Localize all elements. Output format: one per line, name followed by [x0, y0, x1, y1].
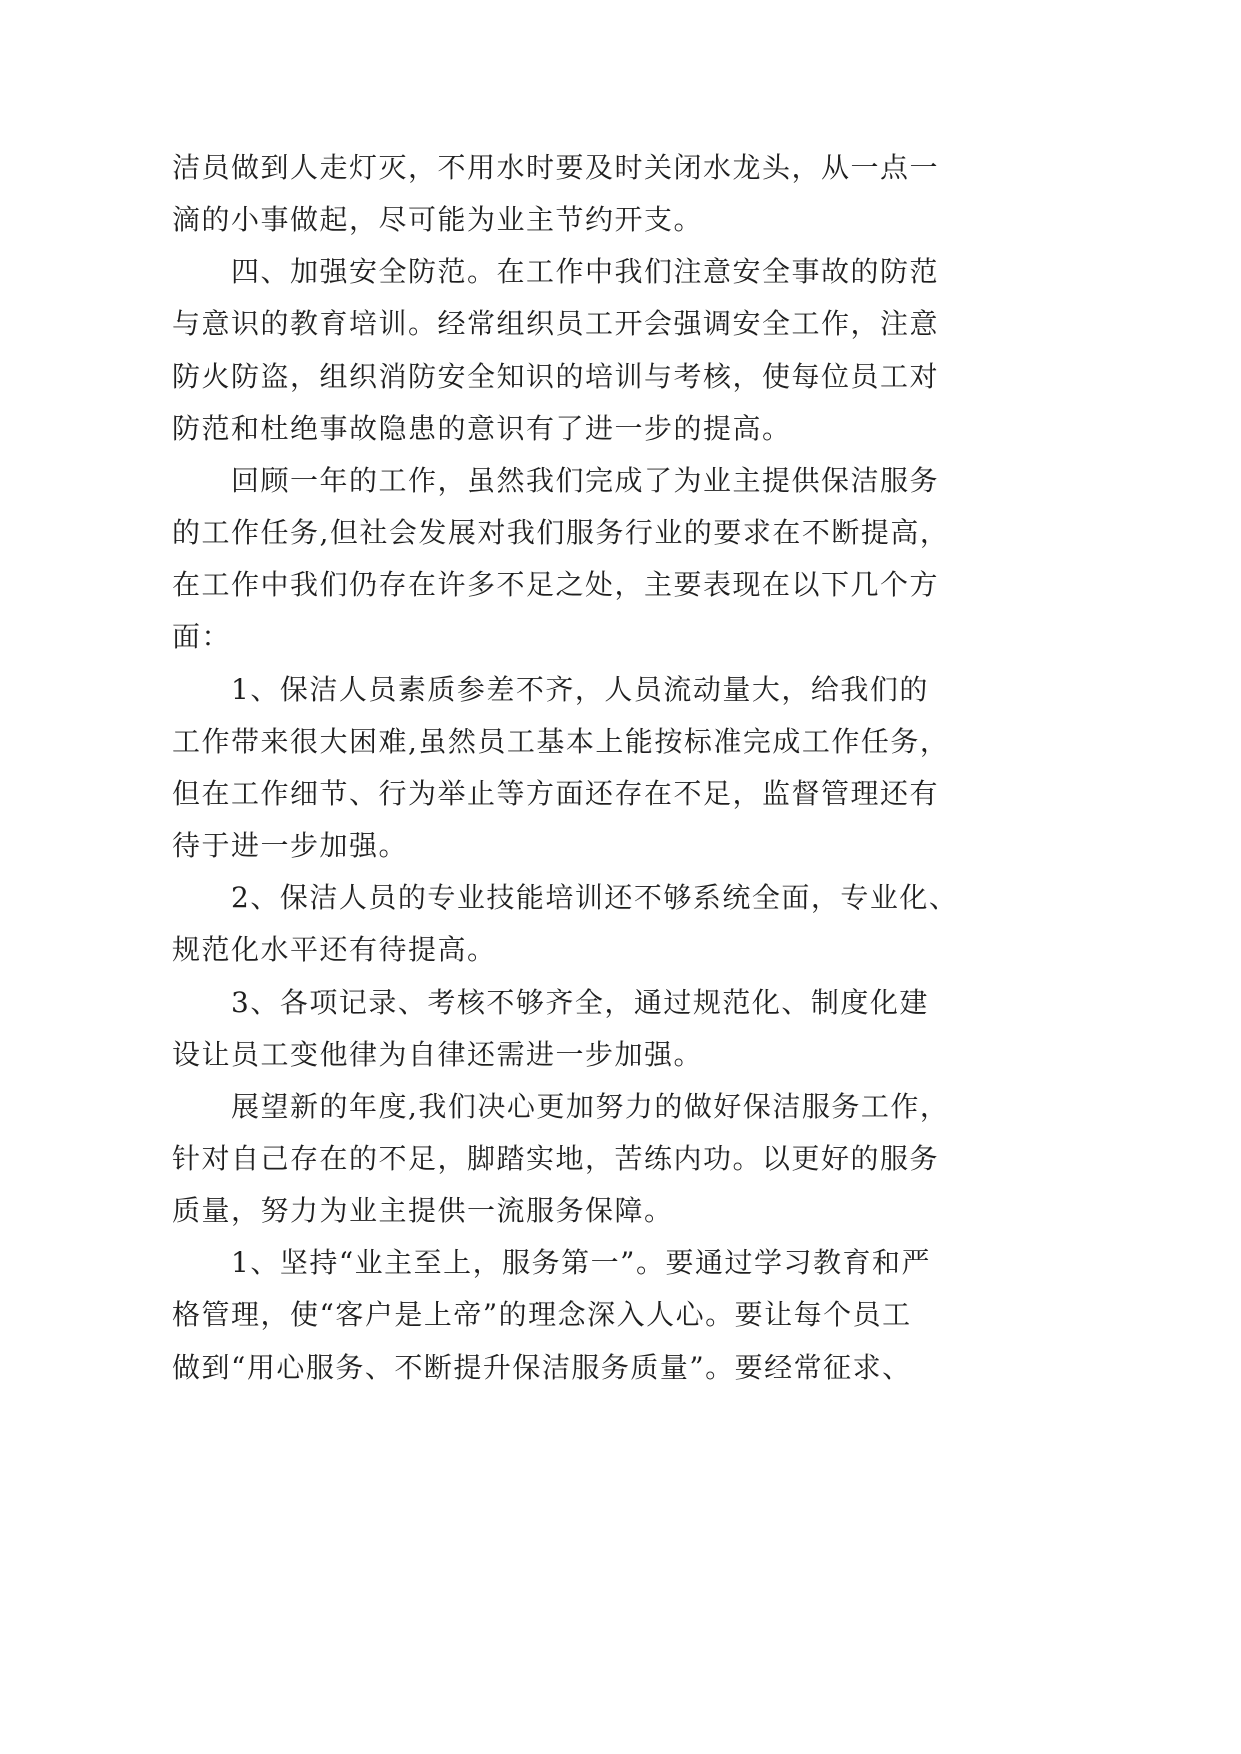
text-line: 四、加强安全防范。在工作中我们注意安全事故的防范	[231, 255, 940, 289]
text-line: 格管理，使“客户是上帝”的理念深入人心。要让每个员工	[172, 1298, 912, 1332]
paragraph-issue-1	[172, 664, 992, 873]
text-line: 做到“用心服务、不断提升保洁服务质量”。要经常征求、	[172, 1350, 912, 1384]
paragraph-safety	[172, 246, 992, 455]
text-line: 面：	[172, 620, 232, 654]
text-line: 但在工作细节、行为举止等方面还存在不足，监督管理还有	[172, 776, 940, 810]
text-line: 2、保洁人员的专业技能培训还不够系统全面，专业化、	[231, 881, 959, 915]
text-line: 防范和杜绝事故隐患的意识有了进一步的提高。	[172, 411, 792, 445]
text-line: 滴的小事做起，尽可能为业主节约开支。	[172, 203, 704, 237]
text-line: 规范化水平还有待提高。	[172, 933, 497, 967]
text-line: 回顾一年的工作，虽然我们完成了为业主提供保洁服务	[231, 463, 940, 497]
text-line: 设让员工变他律为自律还需进一步加强。	[172, 1037, 704, 1071]
text-line: 与意识的教育培训。经常组织员工开会强调安全工作，注意	[172, 307, 940, 341]
paragraph-issue-2	[172, 872, 992, 976]
text-line: 工作带来很大困难,虽然员工基本上能按标准完成工作任务，	[172, 724, 950, 758]
paragraph-review	[172, 455, 992, 664]
paragraph-issue-3	[172, 977, 992, 1081]
text-line: 展望新的年度,我们决心更加努力的做好保洁服务工作，	[231, 1089, 950, 1123]
paragraph-continuation	[172, 142, 992, 246]
text-line: 1、保洁人员素质参差不齐，人员流动量大，给我们的	[231, 672, 929, 706]
text-line: 的工作任务,但社会发展对我们服务行业的要求在不断提高，	[172, 516, 950, 550]
text-line: 1、坚持“业主至上，服务第一”。要通过学习教育和严	[231, 1246, 931, 1280]
text-line: 3、各项记录、考核不够齐全，通过规范化、制度化建	[231, 985, 929, 1019]
text-line: 质量，努力为业主提供一流服务保障。	[172, 1194, 674, 1228]
text-line: 待于进一步加强。	[172, 829, 409, 863]
text-line: 防火防盗，组织消防安全知识的培训与考核，使每位员工对	[172, 359, 940, 393]
text-line: 在工作中我们仍存在许多不足之处，主要表现在以下几个方	[172, 568, 940, 602]
text-line: 针对自己存在的不足，脚踏实地，苦练内功。以更好的服务	[172, 1141, 940, 1175]
paragraph-outlook	[172, 1081, 992, 1237]
body-text	[172, 142, 992, 1394]
text-line: 洁员做到人走灯灭，不用水时要及时关闭水龙头，从一点一	[172, 151, 940, 184]
paragraph-plan-1	[172, 1237, 992, 1393]
